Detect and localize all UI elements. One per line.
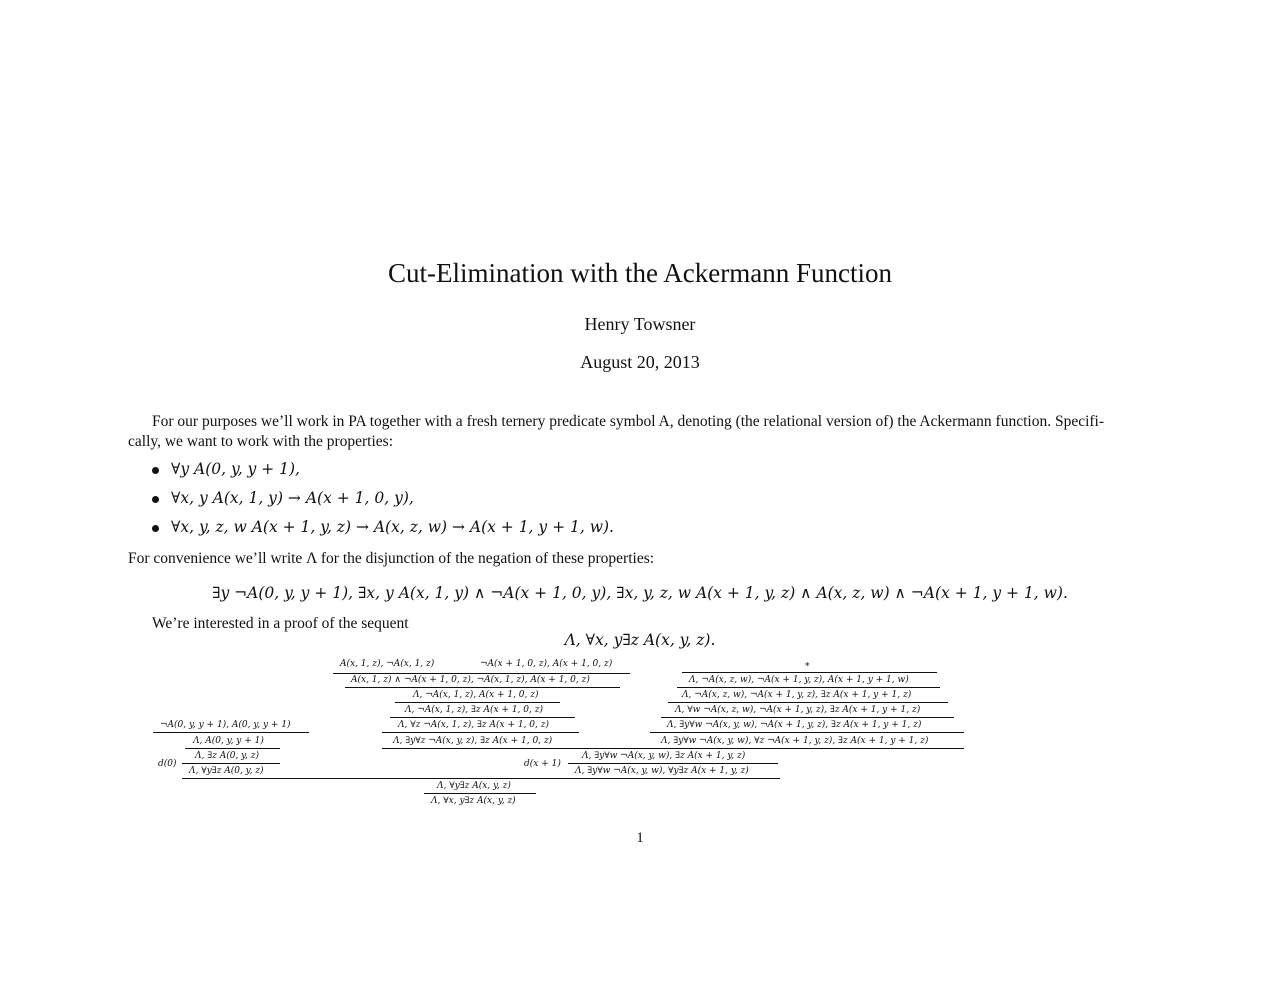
proof-node: Λ, ∀y∃z A(x, y, z) bbox=[437, 781, 511, 791]
inference-line bbox=[382, 748, 964, 749]
property-item bbox=[152, 489, 414, 508]
inference-line bbox=[424, 793, 536, 794]
inference-line bbox=[182, 778, 780, 779]
convenience-text: For convenience we’ll write Λ for the disjunction of the negation of these properties: bbox=[128, 550, 655, 567]
proof-node: Λ, ¬A(x, z, w), ¬A(x + 1, y, z), A(x + 1, y + 1, w) bbox=[689, 675, 909, 685]
page-number: 1 bbox=[636, 830, 644, 846]
inference-line bbox=[185, 748, 280, 749]
proof-node: Λ, ¬A(x, 1, z), A(x + 1, 0, z) bbox=[413, 690, 539, 700]
proof-node: Λ, ¬A(x, 1, z), ∃z A(x + 1, 0, z) bbox=[405, 705, 543, 715]
proof-node: Λ, ∃y∀z ¬A(x, y, z), ∃z A(x + 1, 0, z) bbox=[393, 736, 553, 746]
bullet-icon bbox=[152, 467, 159, 474]
proof-node: Λ, ∃y∀w ¬A(x, y, w), ∃z A(x + 1, y, z) bbox=[582, 751, 746, 761]
proof-node: ¬A(0, y, y + 1), A(0, y, y + 1) bbox=[160, 720, 291, 730]
inference-line bbox=[395, 702, 560, 703]
proof-node: Λ, ∃y∀w ¬A(x, y, w), ¬A(x + 1, y, z), ∃z A(x + 1, y + 1, z) bbox=[667, 720, 922, 730]
bullet-icon bbox=[152, 525, 159, 532]
proof-conclusion: Λ, ∀x, y∃z A(x, y, z) bbox=[431, 796, 516, 806]
inference-line bbox=[668, 702, 948, 703]
property-item bbox=[152, 518, 614, 537]
inference-line bbox=[661, 717, 954, 718]
inference-line bbox=[568, 763, 778, 764]
inference-line bbox=[182, 763, 280, 764]
proof-node: Λ, ∃y∀w ¬A(x, y, w), ∀y∃z A(x + 1, y, z) bbox=[575, 766, 749, 776]
proof-node: Λ, ∃y∀w ¬A(x, y, w), ∀z ¬A(x + 1, y, z), ∃z A(x + 1, y + 1, z) bbox=[661, 736, 929, 746]
inference-line bbox=[677, 687, 940, 688]
proof-node: Λ, ∀y∃z A(0, y, z) bbox=[189, 766, 264, 776]
property-text: ∀x, y A(x, 1, y) → A(x + 1, 0, y), bbox=[171, 489, 414, 507]
inference-line bbox=[382, 732, 579, 733]
proof-node: A(x, 1, z) ∧ ¬A(x + 1, 0, z), ¬A(x, 1, z), A(x + 1, 0, z) bbox=[351, 675, 590, 685]
interested-text: We’re interested in a proof of the sequent bbox=[152, 615, 409, 632]
proof-star: * bbox=[805, 662, 810, 672]
inference-line bbox=[333, 673, 630, 674]
paper-title: Cut-Elimination with the Ackermann Function bbox=[388, 258, 892, 288]
proof-node: A(x, 1, z), ¬A(x, 1, z) bbox=[340, 659, 435, 669]
proof-node: Λ, ∀z ¬A(x, 1, z), ∃z A(x + 1, 0, z) bbox=[398, 720, 550, 730]
intro-line-2: cally, we want to work with the properties: bbox=[128, 433, 394, 450]
property-text: ∀y A(0, y, y + 1), bbox=[171, 460, 300, 478]
property-item bbox=[152, 460, 300, 479]
proof-node: Λ, ∃z A(0, y, z) bbox=[195, 751, 260, 761]
proof-node: Λ, ¬A(x, z, w), ¬A(x + 1, y, z), ∃z A(x + 1, y + 1, z) bbox=[682, 690, 912, 700]
rule-label: d(0) bbox=[158, 759, 177, 769]
display-formula: ∃y ¬A(0, y, y + 1), ∃x, y A(x, 1, y) ∧ ¬A(x + 1, 0, y), ∃x, y, z, w A(x + 1, y, z) ∧ A(x, z, w) ∧ ¬A(x + 1, y + 1, w). bbox=[212, 584, 1068, 602]
property-text: ∀x, y, z, w A(x + 1, y, z) → A(x, z, w) → A(x + 1, y + 1, w). bbox=[171, 518, 614, 536]
proof-node: Λ, A(0, y, y + 1) bbox=[193, 736, 264, 746]
inference-line bbox=[390, 717, 575, 718]
intro-line-1: For our purposes we’ll work in PA together with a fresh ternery predicate symbol A, denoting (the relational version of) the Ackermann function. Specifi- bbox=[152, 413, 1105, 430]
inference-line bbox=[345, 687, 620, 688]
inference-line bbox=[153, 732, 309, 733]
sequent-formula: Λ, ∀x, y∃z A(x, y, z). bbox=[564, 631, 716, 649]
proof-node: ¬A(x + 1, 0, z), A(x + 1, 0, z) bbox=[480, 659, 613, 669]
inference-line bbox=[682, 672, 937, 673]
bullet-icon bbox=[152, 496, 159, 503]
author: Henry Towsner bbox=[584, 314, 696, 334]
inference-line bbox=[650, 732, 964, 733]
proof-node: Λ, ∀w ¬A(x, z, w), ¬A(x + 1, y, z), ∃z A(x + 1, y + 1, z) bbox=[675, 705, 921, 715]
rule-label: d(x + 1) bbox=[524, 759, 561, 769]
date: August 20, 2013 bbox=[580, 352, 700, 372]
